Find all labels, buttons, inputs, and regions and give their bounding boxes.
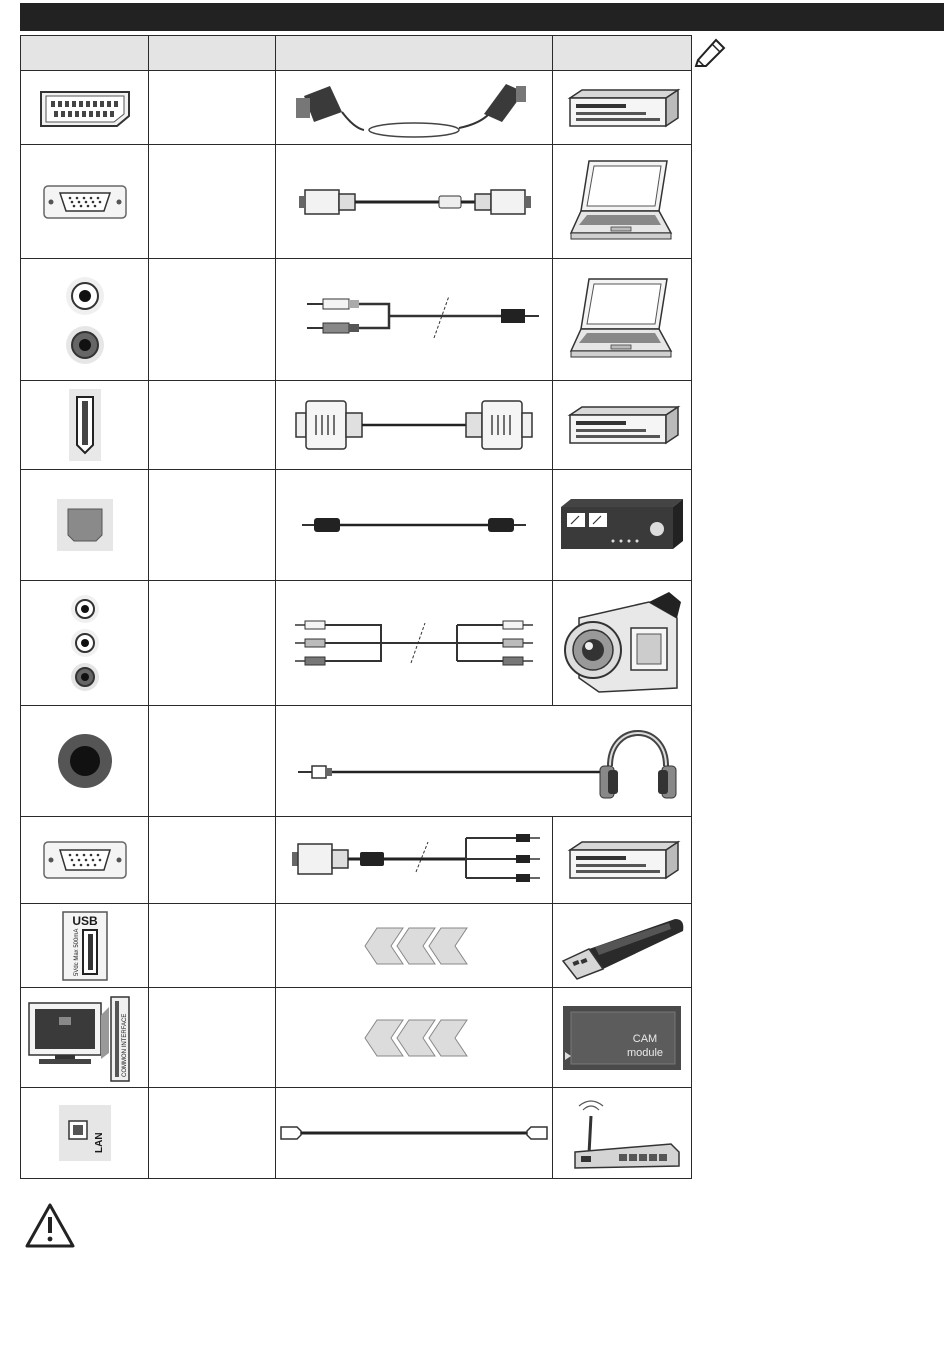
device-cell: [553, 71, 692, 145]
dvd-player-icon: [562, 403, 682, 447]
type-cell: [149, 145, 276, 259]
hdmi-port-icon: [69, 389, 101, 461]
table-row: [21, 470, 692, 581]
connector-cell: [21, 71, 149, 145]
laptop-icon: [567, 157, 677, 247]
common-interface-label: COMMON INTERFACE: [121, 1013, 128, 1077]
cam-label-line2: module: [626, 1046, 664, 1059]
cable-cell: [276, 145, 553, 259]
cable-cell: [276, 988, 553, 1088]
connector-cell: [21, 706, 149, 817]
cable-cell: [276, 581, 553, 706]
lan-port-icon: [59, 1105, 111, 1161]
connector-cell: [21, 381, 149, 470]
type-cell: [149, 904, 276, 988]
device-cell: [553, 581, 692, 706]
table-row: [21, 817, 692, 904]
table-row: [21, 259, 692, 381]
insert-arrows-icon: [359, 1018, 469, 1058]
wireless-router-icon: [559, 1096, 685, 1170]
cable-cell: [276, 71, 553, 145]
cam-module-icon: [559, 1002, 685, 1074]
connector-cell: [21, 259, 149, 381]
device-cell: [553, 145, 692, 259]
type-cell: [149, 817, 276, 904]
type-cell: [149, 259, 276, 381]
scart-cable-icon: [284, 78, 544, 138]
vga-cable-icon: [289, 182, 539, 222]
connector-cell: [21, 904, 149, 988]
connector-cell: [21, 470, 149, 581]
warning-triangle-icon: [24, 1202, 76, 1250]
type-cell: [149, 71, 276, 145]
scart-port-icon: [37, 86, 133, 130]
cable-cell: [276, 1088, 553, 1179]
table-row: [21, 581, 692, 706]
table-row: [21, 145, 692, 259]
header-cell-type: [149, 36, 276, 71]
table-row: [21, 381, 692, 470]
cable-cell: [276, 381, 553, 470]
table-row: [21, 706, 692, 817]
vga-port-icon: [42, 840, 128, 880]
cam-label-line1: CAM: [632, 1032, 658, 1045]
component-av-ports-icon: [68, 591, 102, 695]
type-cell: [149, 988, 276, 1088]
component-av-cable-icon: [289, 613, 539, 673]
hdmi-cable-icon: [286, 395, 542, 455]
table-header-row: [21, 36, 692, 71]
header-cell-cables: [276, 36, 553, 71]
type-cell: [149, 381, 276, 470]
headphone-cable-icon: [284, 716, 684, 806]
type-cell: [149, 581, 276, 706]
cable-cell: [276, 904, 553, 988]
device-cell: [553, 817, 692, 904]
connector-cell: [21, 988, 149, 1088]
type-cell: [149, 1088, 276, 1179]
dvd-player-icon: [562, 86, 682, 130]
usb-port-icon: [61, 910, 109, 982]
table-row: [21, 904, 692, 988]
pencil-note-icon: [694, 36, 728, 66]
connections-table: [20, 35, 692, 1179]
cable-cell: [276, 259, 553, 381]
table-row: [21, 71, 692, 145]
title-bar: [20, 3, 944, 31]
device-cell: [553, 381, 692, 470]
table-row: [21, 988, 692, 1088]
table-row: [21, 1088, 692, 1179]
connector-cell: [21, 1088, 149, 1179]
optical-cable-icon: [294, 510, 534, 540]
connector-cell: [21, 817, 149, 904]
camcorder-icon: [559, 588, 685, 698]
connector-cell: [21, 145, 149, 259]
cable-device-cell: [276, 706, 692, 817]
dvd-player-icon: [562, 838, 682, 882]
device-cell: [553, 470, 692, 581]
headphone-jack-icon: [55, 731, 115, 791]
rca-audio-ports-icon: [60, 272, 110, 368]
vga-to-component-cable-icon: [286, 830, 542, 890]
tv-ci-slot-icon: [25, 993, 145, 1083]
device-cell: [553, 259, 692, 381]
usb-rating-label: 5Vdc Max 500mA: [73, 928, 80, 976]
device-cell: [553, 988, 692, 1088]
type-cell: [149, 706, 276, 817]
device-cell: [553, 904, 692, 988]
header-cell-connector: [21, 36, 149, 71]
optical-spdif-port-icon: [57, 499, 113, 551]
cable-cell: [276, 470, 553, 581]
cable-cell: [276, 817, 553, 904]
audio-amplifier-icon: [557, 497, 687, 553]
vga-port-icon: [42, 184, 128, 220]
ethernet-cable-icon: [279, 1121, 549, 1145]
connector-cell: [21, 581, 149, 706]
device-cell: [553, 1088, 692, 1179]
laptop-icon: [567, 275, 677, 365]
type-cell: [149, 470, 276, 581]
insert-arrows-icon: [359, 926, 469, 966]
usb-stick-icon: [559, 911, 685, 981]
lan-label: LAN: [93, 1132, 105, 1153]
audio-cable-icon: [289, 290, 539, 350]
header-cell-device: [553, 36, 692, 71]
usb-label: USB: [71, 913, 98, 928]
